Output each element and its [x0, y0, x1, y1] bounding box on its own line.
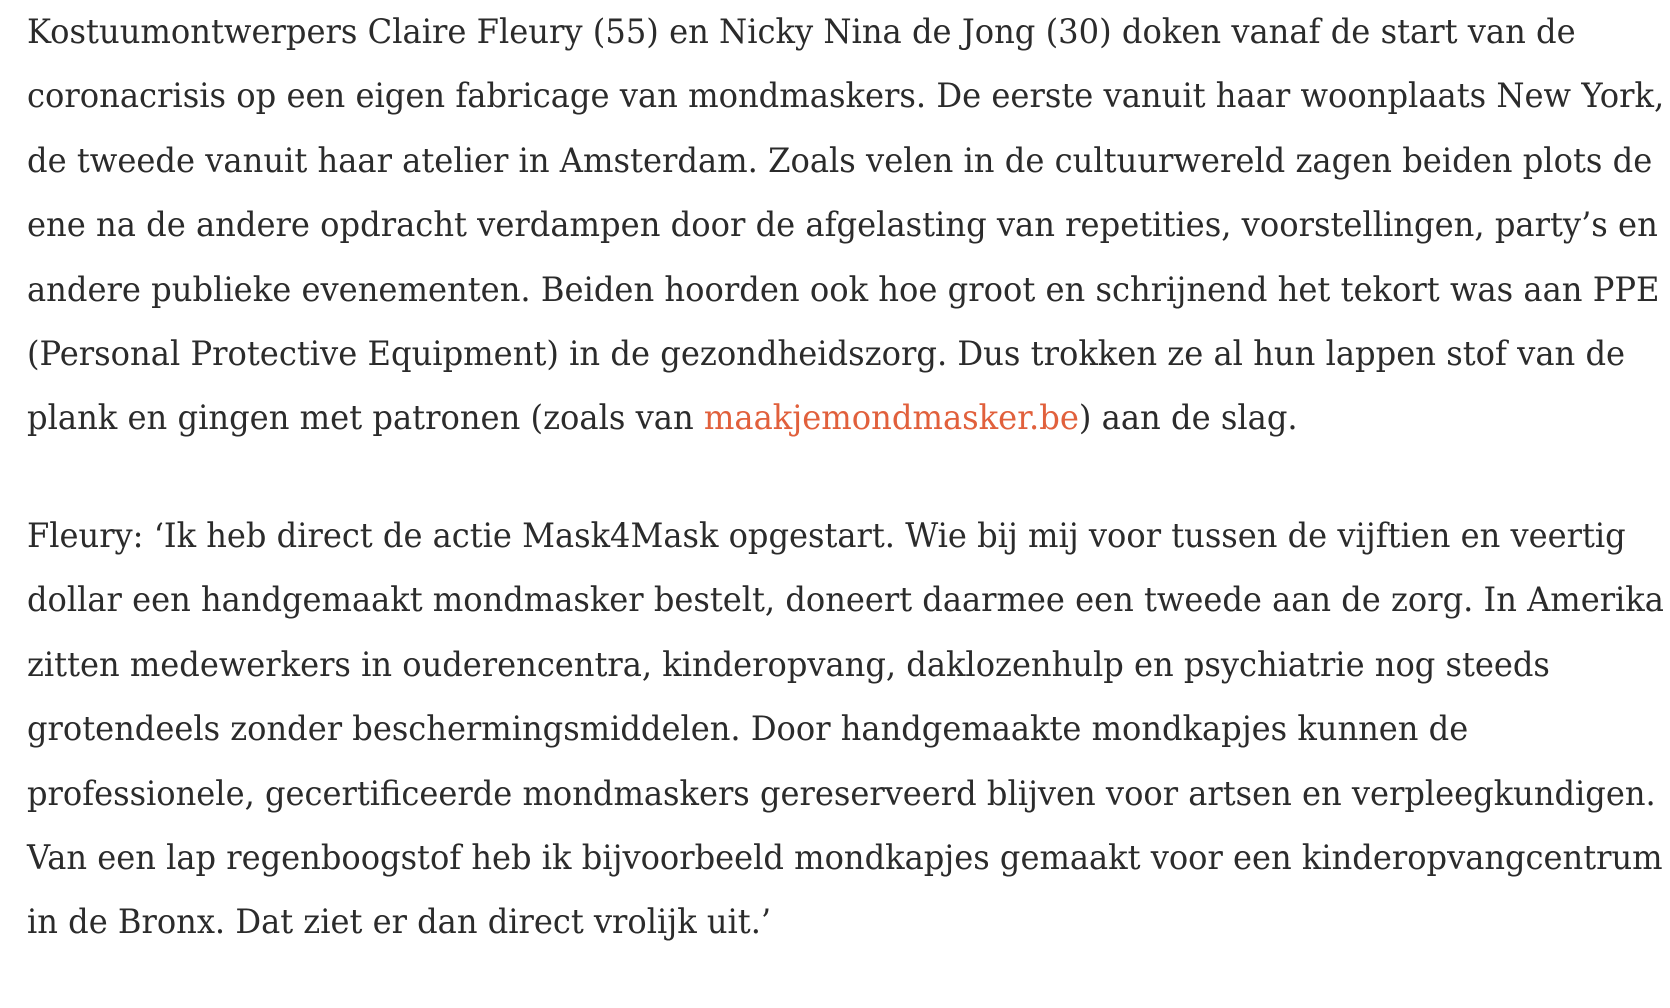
paragraph-line: professionele, gecertificeerde mondmaskers gereserveerd blijven voor artsen en verpleegkundigen. [27, 773, 1656, 814]
paragraph-line: coronacrisis op een eigen fabricage van mondmaskers. De eerste vanuit haar woonplaats New York, [27, 76, 1665, 117]
paragraph-line: zitten medewerkers in ouderencentra, kinderopvang, daklozenhulp en psychiatrie nog steeds [27, 644, 1550, 685]
paragraph-line: Kostuumontwerpers Claire Fleury (55) en Nicky Nina de Jong (30) doken vanaf de start van de [27, 12, 1576, 52]
paragraph-line: dollar een handgemaakt mondmasker bestelt, doneert daarmee een tweede aan de zorg. In Amerika [27, 580, 1664, 621]
paragraph-line-with-link [27, 386, 1664, 450]
paragraph-line: andere publieke evenementen. Beiden hoorden ook hoe groot en schrijnend het tekort was aan PPE [27, 269, 1660, 310]
paragraph-line: Van een lap regenboogstof heb ik bijvoorbeeld mondkapjes gemaakt voor een kinderopvangcentrum [27, 837, 1663, 878]
article-paragraph-2 [27, 504, 1670, 955]
paragraph-line: in de Bronx. Dat ziet er dan direct vrolijk uit.’ [27, 902, 772, 943]
paragraph-line: ene na de andere opdracht verdampen door de afgelasting van repetities, voorstellingen, party’s en [27, 205, 1658, 246]
maakjemondmasker-link[interactable]: maakjemondmasker.be [703, 398, 1079, 439]
paragraph-line: (Personal Protective Equipment) in de gezondheidszorg. Dus trokken ze al hun lappen stof van de [27, 333, 1626, 374]
paragraph-line: de tweede vanuit haar atelier in Amsterdam. Zoals velen in de cultuurwereld zagen beiden plots de [27, 140, 1653, 181]
article-paragraph-1 [27, 0, 1670, 451]
paragraph-line: Fleury: ‘Ik heb direct de actie Mask4Mask opgestart. Wie bij mij voor tussen de vijftien en veertig [27, 516, 1626, 556]
line-text-after-link: ) aan de slag. [1078, 398, 1298, 439]
paragraph-line: grotendeels zonder beschermingsmiddelen. Door handgemaakte mondkapjes kunnen de [27, 709, 1469, 750]
line-text-before-link: plank en gingen met patronen (zoals van [27, 398, 704, 439]
